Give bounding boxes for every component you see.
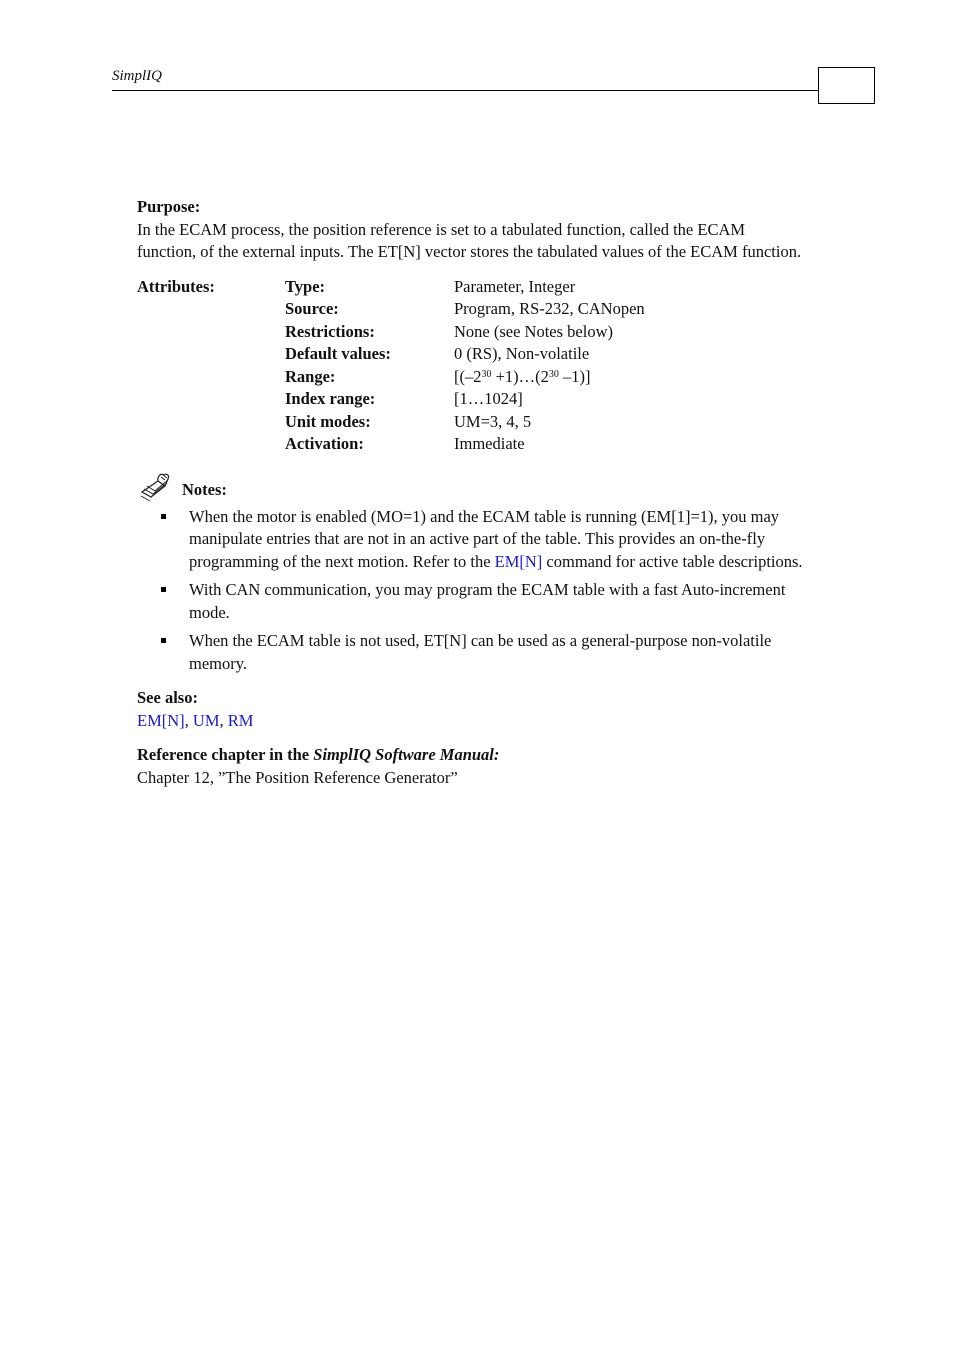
see-also-link-rm[interactable]: RM [227, 710, 254, 730]
see-also-link-em-n[interactable]: EM[N] [137, 710, 185, 730]
see-also-link-um[interactable]: UM [192, 710, 220, 730]
list-item: With CAN communication, you may program the ECAM table with a fast Auto-increment mode. [137, 579, 807, 624]
header-rule [112, 90, 818, 91]
reference-text: Chapter 12, ”The Position Reference Generator” [137, 767, 458, 787]
list-item: When the ECAM table is not used, ET[N] can be used as a general-purpose non-volatile memory. [137, 630, 807, 675]
attr-value-activation: Immediate [454, 434, 525, 453]
attr-key-source: Source: [285, 299, 339, 318]
attr-key-range: Range: [285, 366, 336, 386]
page-number-box [818, 67, 875, 104]
bullet-icon [161, 514, 166, 519]
header-title: SimplIQ [112, 68, 162, 84]
see-also-section [137, 687, 807, 732]
notes-heading-row [137, 470, 807, 502]
purpose-heading: Purpose: [137, 197, 201, 216]
attr-key-unit-modes: Unit modes: [285, 411, 371, 431]
attr-key-activation: Activation: [285, 434, 364, 453]
attr-key-restrictions: Restrictions: [285, 321, 375, 341]
note-hand-icon [139, 470, 173, 502]
em-n-link[interactable]: EM[N] [494, 551, 543, 571]
attr-value-range: [($-2^{30}$ $+1)\dots(2^{30}$ –1)] [454, 366, 591, 386]
notes-heading: Notes: [182, 480, 227, 499]
attr-value-type: Parameter, Integer [454, 276, 576, 296]
attr-key-type: Type: [285, 276, 326, 296]
attr-key-index-range: Index range: [285, 389, 376, 408]
attr-value-index-range: [1…1024] [454, 389, 523, 408]
attr-value-source: Program, RS-232, CANopen [454, 299, 645, 318]
see-also-links: EM[N], UM, RM [137, 710, 254, 730]
attributes-heading: Attributes: [137, 276, 215, 296]
purpose-section [137, 196, 807, 264]
bullet-icon [161, 638, 166, 643]
reference-heading: Reference chapter in the SimplIQ Software Manual: [137, 745, 500, 764]
attr-value-restrictions: None (see Notes below) [454, 321, 613, 341]
attr-key-default: Default values: [285, 344, 391, 363]
list-item: When the motor is enabled (MO=1) and the ECAM table is running (EM[1]=1), you may manipulate entries that are not in an active part of the table. This provides an on-the-fly programming of the next motion. Refer to the EM[N] command for active table descriptions. [137, 506, 807, 574]
attr-value-unit-modes: UM=3, 4, 5 [454, 411, 532, 431]
bullet-icon [161, 587, 166, 592]
notes-list [137, 506, 807, 676]
purpose-text: In the ECAM process, the position reference is set to a tabulated function, called the ECAM function, of the external inputs. The ET[N] vector stores the tabulated values of the ECAM function. [137, 219, 802, 261]
document-body [137, 196, 807, 789]
attr-value-default: 0 (RS), Non-volatile [454, 344, 590, 363]
attributes-table [137, 276, 807, 456]
see-also-heading: See also: [137, 688, 198, 707]
reference-section [137, 744, 807, 789]
